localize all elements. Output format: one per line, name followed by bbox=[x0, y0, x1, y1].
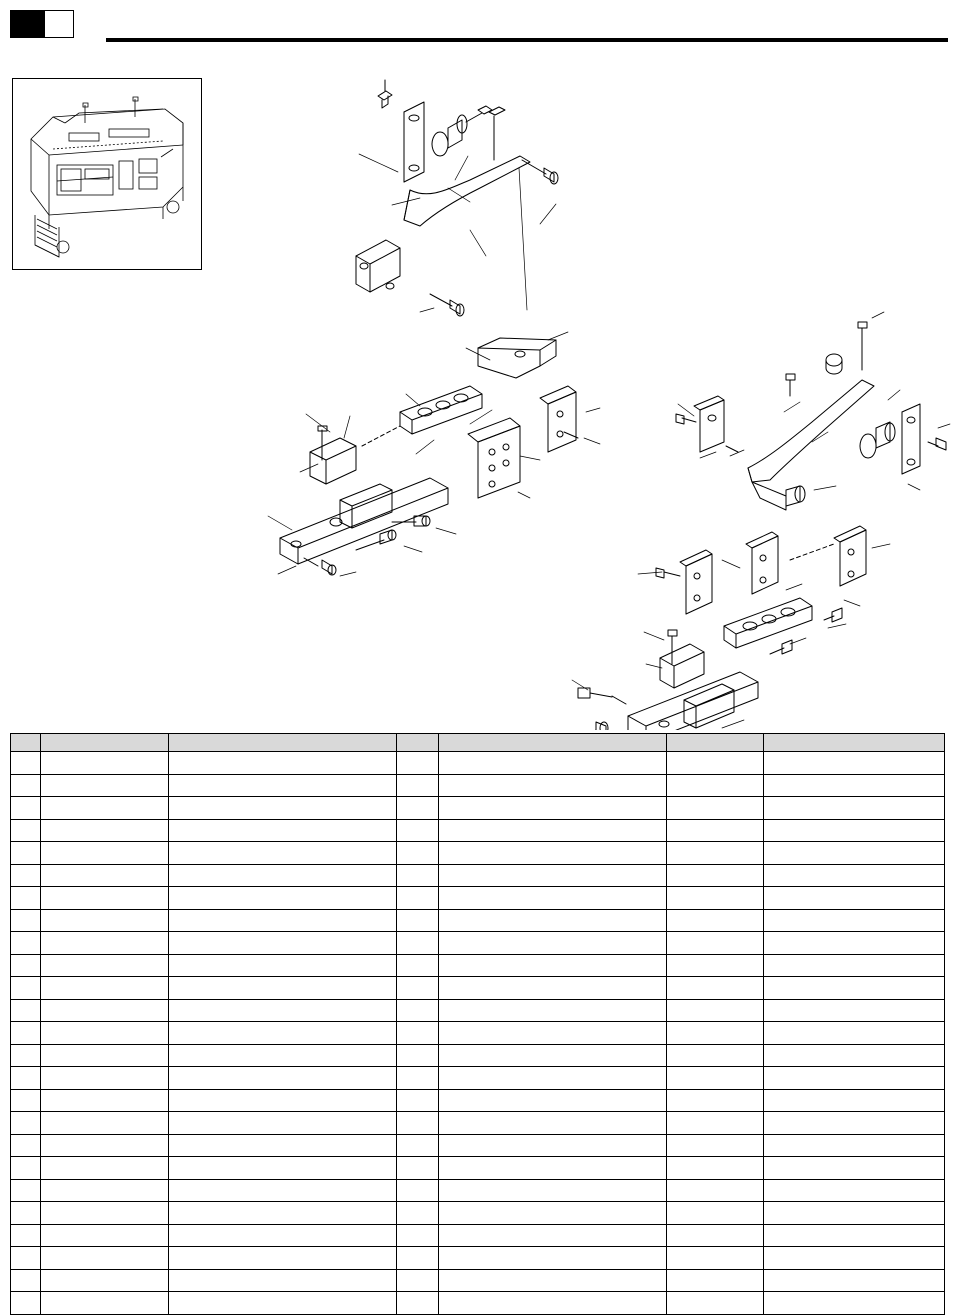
cell-item bbox=[11, 752, 41, 775]
cell-description bbox=[169, 842, 397, 865]
cell-description bbox=[169, 1022, 397, 1045]
cell-description-2 bbox=[439, 1157, 667, 1180]
table-row[interactable] bbox=[11, 999, 945, 1022]
cell-remarks bbox=[764, 797, 945, 820]
cell-remarks bbox=[764, 1112, 945, 1135]
cell-qty bbox=[397, 1022, 439, 1045]
cell-part-number bbox=[41, 864, 169, 887]
col-header-qty bbox=[397, 734, 439, 752]
cell-part-number bbox=[41, 932, 169, 955]
cell-qty-2 bbox=[667, 819, 764, 842]
table-row[interactable] bbox=[11, 954, 945, 977]
cell-remarks bbox=[764, 1157, 945, 1180]
cell-description bbox=[169, 1157, 397, 1180]
cell-description bbox=[169, 1134, 397, 1157]
table-row[interactable] bbox=[11, 1044, 945, 1067]
col-header-qty-2 bbox=[667, 734, 764, 752]
cell-qty-2 bbox=[667, 1247, 764, 1270]
parts-table-header bbox=[11, 734, 945, 752]
cell-remarks bbox=[764, 774, 945, 797]
cell-remarks bbox=[764, 1089, 945, 1112]
cell-part-number bbox=[41, 977, 169, 1000]
cell-description bbox=[169, 774, 397, 797]
cell-remarks bbox=[764, 1179, 945, 1202]
cell-remarks bbox=[764, 1224, 945, 1247]
cell-item bbox=[11, 1089, 41, 1112]
cell-description-2 bbox=[439, 1044, 667, 1067]
cell-qty-2 bbox=[667, 1157, 764, 1180]
table-row[interactable] bbox=[11, 797, 945, 820]
cell-description bbox=[169, 1089, 397, 1112]
table-row[interactable] bbox=[11, 1134, 945, 1157]
cell-remarks bbox=[764, 887, 945, 910]
cell-description-2 bbox=[439, 1179, 667, 1202]
cell-description-2 bbox=[439, 999, 667, 1022]
table-row[interactable] bbox=[11, 1157, 945, 1180]
cell-description-2 bbox=[439, 932, 667, 955]
cell-remarks bbox=[764, 1247, 945, 1270]
cell-part-number bbox=[41, 909, 169, 932]
cell-description bbox=[169, 887, 397, 910]
cell-item bbox=[11, 819, 41, 842]
cell-part-number bbox=[41, 1224, 169, 1247]
cell-part-number bbox=[41, 999, 169, 1022]
cell-qty bbox=[397, 797, 439, 820]
cell-qty-2 bbox=[667, 1022, 764, 1045]
cell-qty bbox=[397, 977, 439, 1000]
cell-description-2 bbox=[439, 1089, 667, 1112]
table-row[interactable] bbox=[11, 842, 945, 865]
cell-description bbox=[169, 819, 397, 842]
cell-item bbox=[11, 977, 41, 1000]
cell-part-number bbox=[41, 752, 169, 775]
cell-description-2 bbox=[439, 954, 667, 977]
cell-qty-2 bbox=[667, 1112, 764, 1135]
table-row[interactable] bbox=[11, 1224, 945, 1247]
table-row[interactable] bbox=[11, 932, 945, 955]
cell-qty bbox=[397, 864, 439, 887]
cell-qty bbox=[397, 1202, 439, 1225]
cell-item bbox=[11, 1202, 41, 1225]
col-header-description bbox=[169, 734, 397, 752]
parts-table bbox=[10, 733, 945, 1315]
cell-description bbox=[169, 797, 397, 820]
table-row[interactable] bbox=[11, 1247, 945, 1270]
cell-part-number bbox=[41, 1044, 169, 1067]
cell-remarks bbox=[764, 1269, 945, 1292]
cell-description bbox=[169, 864, 397, 887]
cell-qty-2 bbox=[667, 1202, 764, 1225]
cell-remarks bbox=[764, 819, 945, 842]
cell-description bbox=[169, 1044, 397, 1067]
cell-part-number bbox=[41, 819, 169, 842]
cell-qty-2 bbox=[667, 1224, 764, 1247]
cell-remarks bbox=[764, 1067, 945, 1090]
table-row[interactable] bbox=[11, 1022, 945, 1045]
cell-part-number bbox=[41, 1157, 169, 1180]
cell-item bbox=[11, 864, 41, 887]
table-row[interactable] bbox=[11, 1202, 945, 1225]
cell-description-2 bbox=[439, 752, 667, 775]
cell-part-number bbox=[41, 1202, 169, 1225]
cell-qty bbox=[397, 909, 439, 932]
cell-item bbox=[11, 1179, 41, 1202]
cell-qty-2 bbox=[667, 774, 764, 797]
section-number-box bbox=[44, 10, 74, 38]
cell-item bbox=[11, 774, 41, 797]
cell-remarks bbox=[764, 864, 945, 887]
cell-description-2 bbox=[439, 819, 667, 842]
cell-qty bbox=[397, 1157, 439, 1180]
cell-remarks bbox=[764, 954, 945, 977]
cell-description-2 bbox=[439, 1022, 667, 1045]
cell-qty bbox=[397, 999, 439, 1022]
cell-item bbox=[11, 1269, 41, 1292]
table-row[interactable] bbox=[11, 1067, 945, 1090]
cell-qty bbox=[397, 1089, 439, 1112]
cell-qty-2 bbox=[667, 1044, 764, 1067]
cell-description-2 bbox=[439, 1269, 667, 1292]
cell-description-2 bbox=[439, 774, 667, 797]
cell-description bbox=[169, 909, 397, 932]
page-header bbox=[0, 0, 954, 52]
cell-qty-2 bbox=[667, 887, 764, 910]
table-row[interactable] bbox=[11, 1179, 945, 1202]
cell-item bbox=[11, 1022, 41, 1045]
cell-description-2 bbox=[439, 864, 667, 887]
cell-description bbox=[169, 1112, 397, 1135]
cell-qty-2 bbox=[667, 864, 764, 887]
table-row[interactable] bbox=[11, 819, 945, 842]
cell-part-number bbox=[41, 1112, 169, 1135]
cell-remarks bbox=[764, 932, 945, 955]
cell-qty bbox=[397, 1247, 439, 1270]
col-header-part-number bbox=[41, 734, 169, 752]
cell-description-2 bbox=[439, 1224, 667, 1247]
cell-qty-2 bbox=[667, 1089, 764, 1112]
cell-qty-2 bbox=[667, 752, 764, 775]
table-row[interactable] bbox=[11, 887, 945, 910]
cell-description-2 bbox=[439, 1134, 667, 1157]
cell-part-number bbox=[41, 1134, 169, 1157]
cell-description-2 bbox=[439, 797, 667, 820]
cell-part-number bbox=[41, 1089, 169, 1112]
cell-qty bbox=[397, 752, 439, 775]
cell-qty bbox=[397, 1067, 439, 1090]
cell-description-2 bbox=[439, 1202, 667, 1225]
cell-item bbox=[11, 1247, 41, 1270]
cell-part-number bbox=[41, 1247, 169, 1270]
cell-qty-2 bbox=[667, 1067, 764, 1090]
cell-qty bbox=[397, 842, 439, 865]
table-row[interactable] bbox=[11, 774, 945, 797]
cell-remarks bbox=[764, 1044, 945, 1067]
cell-part-number bbox=[41, 1022, 169, 1045]
exploded-diagram-drawing bbox=[0, 60, 954, 730]
cell-item bbox=[11, 1044, 41, 1067]
cell-qty-2 bbox=[667, 1269, 764, 1292]
cell-remarks bbox=[764, 1022, 945, 1045]
cell-item bbox=[11, 1224, 41, 1247]
cell-item bbox=[11, 954, 41, 977]
cell-description-2 bbox=[439, 977, 667, 1000]
cell-description-2 bbox=[439, 1067, 667, 1090]
cell-remarks bbox=[764, 909, 945, 932]
cell-description bbox=[169, 932, 397, 955]
cell-remarks bbox=[764, 752, 945, 775]
cell-part-number bbox=[41, 954, 169, 977]
cell-qty bbox=[397, 1179, 439, 1202]
col-header-remarks bbox=[764, 734, 945, 752]
cell-remarks bbox=[764, 1134, 945, 1157]
cell-description bbox=[169, 752, 397, 775]
cell-qty-2 bbox=[667, 842, 764, 865]
cell-description-2 bbox=[439, 909, 667, 932]
cell-item bbox=[11, 1134, 41, 1157]
table-row[interactable] bbox=[11, 1269, 945, 1292]
cell-description bbox=[169, 954, 397, 977]
cell-qty bbox=[397, 954, 439, 977]
cell-part-number bbox=[41, 774, 169, 797]
cell-description bbox=[169, 999, 397, 1022]
table-header-row bbox=[11, 734, 945, 752]
cell-part-number bbox=[41, 842, 169, 865]
cell-item bbox=[11, 999, 41, 1022]
cell-description bbox=[169, 1202, 397, 1225]
cell-description-2 bbox=[439, 1112, 667, 1135]
cell-qty bbox=[397, 1134, 439, 1157]
cell-qty-2 bbox=[667, 932, 764, 955]
cell-description bbox=[169, 1179, 397, 1202]
table-row[interactable] bbox=[11, 864, 945, 887]
col-header-item bbox=[11, 734, 41, 752]
cell-qty-2 bbox=[667, 999, 764, 1022]
cell-description-2 bbox=[439, 1247, 667, 1270]
table-row[interactable] bbox=[11, 909, 945, 932]
cell-qty bbox=[397, 774, 439, 797]
cell-description bbox=[169, 1067, 397, 1090]
cell-part-number bbox=[41, 1179, 169, 1202]
cell-item bbox=[11, 909, 41, 932]
table-row[interactable] bbox=[11, 977, 945, 1000]
cell-item bbox=[11, 1112, 41, 1135]
cell-qty-2 bbox=[667, 954, 764, 977]
table-row[interactable] bbox=[11, 1089, 945, 1112]
cell-item bbox=[11, 887, 41, 910]
cell-qty-2 bbox=[667, 909, 764, 932]
cell-item bbox=[11, 842, 41, 865]
cell-qty-2 bbox=[667, 797, 764, 820]
parts-table-body bbox=[11, 752, 945, 1315]
cell-item bbox=[11, 1157, 41, 1180]
table-row[interactable] bbox=[11, 1112, 945, 1135]
cell-item bbox=[11, 1067, 41, 1090]
cell-remarks bbox=[764, 842, 945, 865]
exploded-diagram bbox=[0, 60, 954, 730]
cell-description bbox=[169, 1247, 397, 1270]
cell-item bbox=[11, 797, 41, 820]
table-row[interactable] bbox=[11, 752, 945, 775]
cell-qty bbox=[397, 932, 439, 955]
page-number-box bbox=[10, 10, 44, 38]
col-header-description-2 bbox=[439, 734, 667, 752]
cell-remarks bbox=[764, 999, 945, 1022]
cell-description bbox=[169, 977, 397, 1000]
cell-description-2 bbox=[439, 887, 667, 910]
cell-description bbox=[169, 1224, 397, 1247]
cell-item bbox=[11, 932, 41, 955]
cell-description bbox=[169, 1269, 397, 1292]
cell-qty bbox=[397, 819, 439, 842]
header-rule bbox=[106, 38, 948, 42]
cell-qty bbox=[397, 887, 439, 910]
cell-part-number bbox=[41, 797, 169, 820]
cell-qty bbox=[397, 1269, 439, 1292]
cell-part-number bbox=[41, 1067, 169, 1090]
cell-qty bbox=[397, 1224, 439, 1247]
cell-qty-2 bbox=[667, 1134, 764, 1157]
cell-part-number bbox=[41, 887, 169, 910]
cell-qty bbox=[397, 1044, 439, 1067]
cell-remarks bbox=[764, 1202, 945, 1225]
cell-remarks bbox=[764, 977, 945, 1000]
cell-part-number bbox=[41, 1269, 169, 1292]
cell-qty bbox=[397, 1112, 439, 1135]
cell-qty-2 bbox=[667, 1179, 764, 1202]
cell-qty-2 bbox=[667, 977, 764, 1000]
cell-description-2 bbox=[439, 842, 667, 865]
